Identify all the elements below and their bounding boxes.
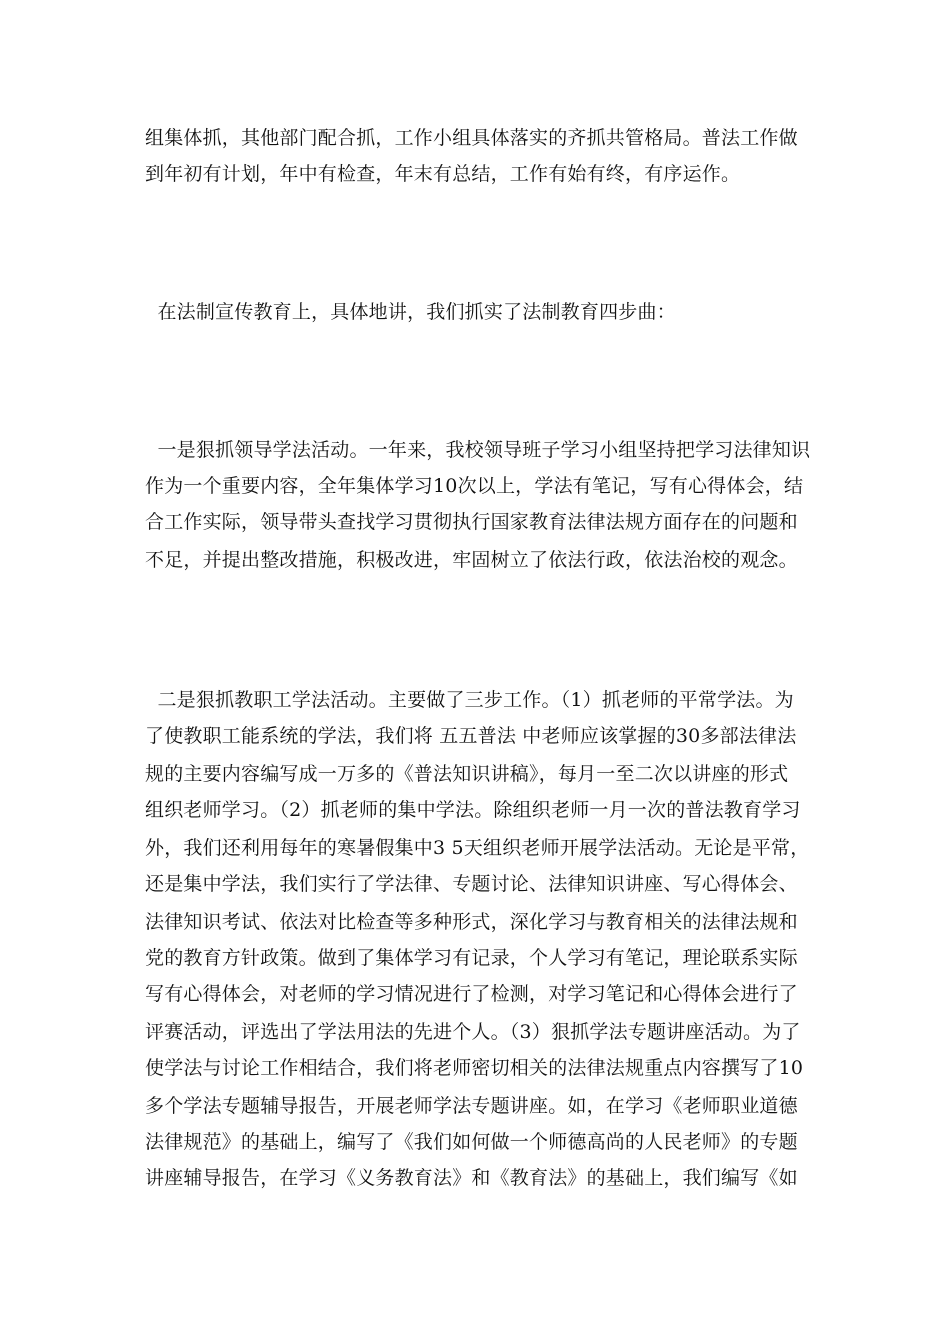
paragraph-2-line-1: 在法制宣传教育上，具体地讲，我们抓实了法制教育四步曲： (145, 301, 676, 323)
paragraph-4-line-11: 使学法与讨论工作相结合，我们将老师密切相关的法律法规重点内容撰写了10 (145, 1057, 804, 1079)
paragraph-4-line-7: 法律知识考试、依法对比检查等多种形式，深化学习与教育相关的法律法规和 (145, 911, 798, 933)
paragraph-4-line-6: 还是集中学法，我们实行了学法律、专题讨论、法律知识讲座、写心得体会、 (145, 873, 798, 895)
paragraph-3-line-4: 不足，并提出整改措施，积极改进，牢固树立了依法行政，依法治校的观念。 (145, 549, 798, 571)
paragraph-4-line-10: 评赛活动，评选出了学法用法的先进个人。（3）狠抓学法专题讲座活动。为了 (145, 1021, 801, 1043)
paragraph-4-line-4: 组织老师学习。（2）抓老师的集中学法。除组织老师一月一次的普法教育学习 (145, 799, 801, 821)
paragraph-4-line-1: 二是狠抓教职工学法活动。主要做了三步工作。（1）抓老师的平常学法。为 (145, 689, 794, 711)
paragraph-3-line-1: 一是狠抓领导学法活动。一年来，我校领导班子学习小组坚持把学习法律知识 (145, 439, 811, 461)
paragraph-4-line-2: 了使教职工能系统的学法，我们将 五五普法 中老师应该掌握的30多部法律法 (145, 725, 797, 747)
paragraph-4-line-13: 法律规范》的基础上，编写了《我们如何做一个师德高尚的人民老师》的专题 (145, 1131, 798, 1153)
paragraph-4-line-12: 多个学法专题辅导报告，开展老师学法专题讲座。如，在学习《老师职业道德 (145, 1095, 798, 1117)
paragraph-4-line-9: 写有心得体会，对老师的学习情况进行了检测，对学习笔记和心得体会进行了 (145, 983, 798, 1005)
paragraph-4-line-8: 党的教育方针政策。做到了集体学习有记录，个人学习有笔记，理论联系实际 (145, 947, 798, 969)
paragraph-3-line-2: 作为一个重要内容，全年集体学习10次以上，学法有笔记，写有心得体会，结 (145, 475, 804, 497)
paragraph-4-line-3: 规的主要内容编写成一万多的《普法知识讲稿》，每月一至二次以讲座的形式 (145, 763, 789, 785)
paragraph-1-line-2: 到年初有计划，年中有检查，年末有总结，工作有始有终，有序运作。 (145, 163, 741, 185)
paragraph-4-line-14: 讲座辅导报告，在学习《义务教育法》和《教育法》的基础上，我们编写《如 (145, 1167, 798, 1189)
paragraph-1-line-1: 组集体抓，其他部门配合抓，工作小组具体落实的齐抓共管格局。普法工作做 (145, 127, 798, 149)
paragraph-3-line-3: 合工作实际，领导带头查找学习贯彻执行国家教育法律法规方面存在的问题和 (145, 511, 798, 533)
paragraph-4-line-5: 外，我们还利用每年的寒暑假集中3 5天组织老师开展学法活动。无论是平常， (145, 837, 810, 859)
